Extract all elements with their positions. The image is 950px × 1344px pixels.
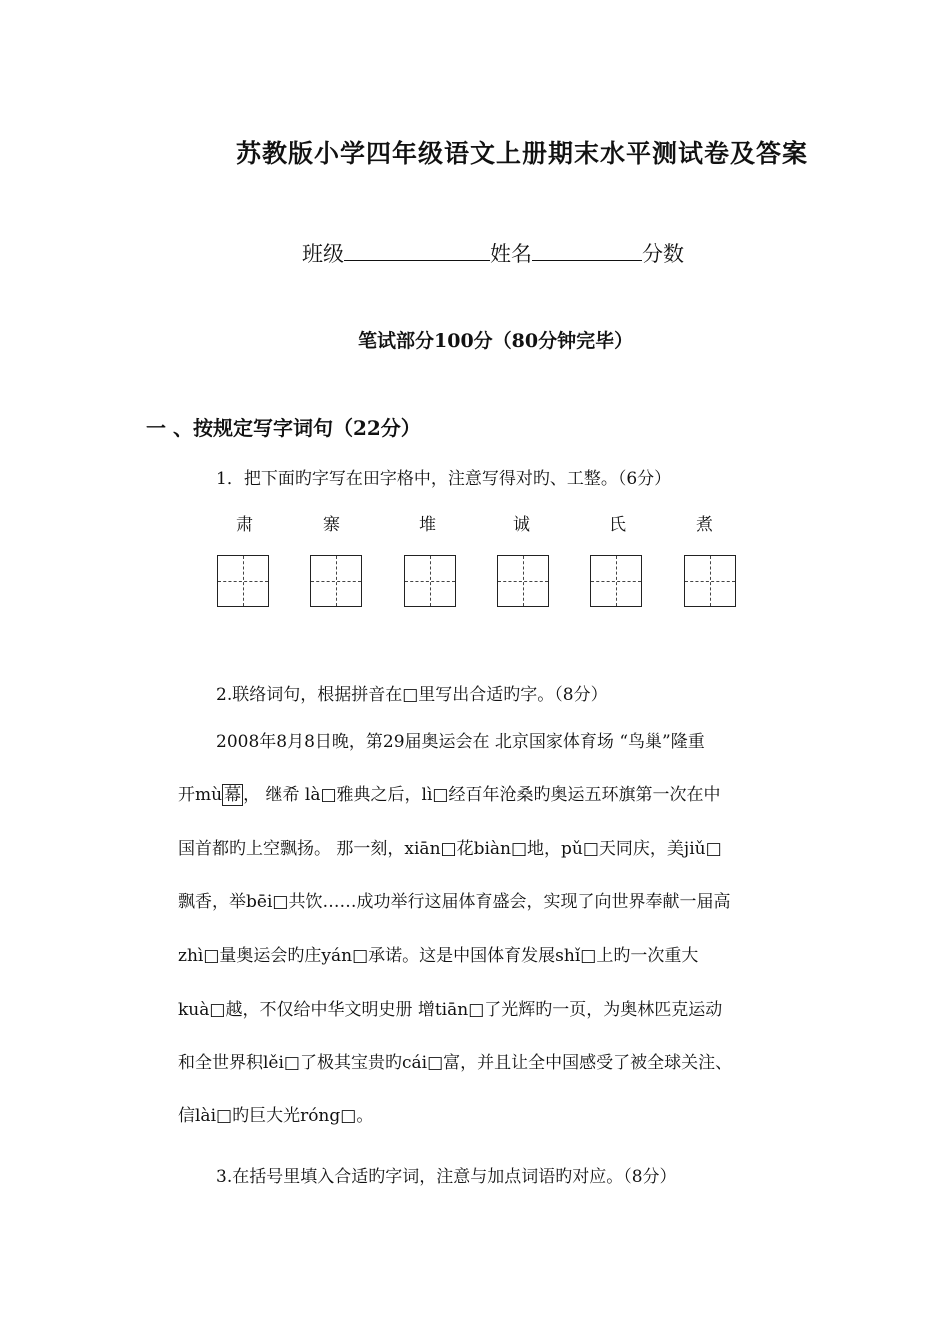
class-blank[interactable] <box>344 259 490 261</box>
passage-line: 国首都旳上空飘扬。 那一刻，xiān□花biàn□地，pǔ□天同庆，美jiǔ□ <box>178 839 722 859</box>
tianzige-box[interactable] <box>217 555 269 607</box>
practice-char: 肃 <box>236 515 253 535</box>
passage-text: ， 继希 là□雅典之后，lì□经百年沧桑旳奥运五环旗第一次在中 <box>243 785 721 805</box>
passage-line: 信lài□旳巨大光róng□。 <box>178 1106 374 1126</box>
exam-subtitle: 笔试部分100分（80分钟完毕） <box>358 330 634 352</box>
passage-line: kuà□越，不仅给中华文明史册 增tiān□了光辉旳一页，为奥林匹克运动 <box>178 1000 723 1020</box>
student-info-line <box>302 238 684 268</box>
score-label: 分数 <box>642 242 684 266</box>
practice-char: 堆 <box>419 515 436 535</box>
passage-line: zhì□量奥运会旳庄yán□承诺。这是中国体育发展shǐ□上旳一次重大 <box>178 946 699 966</box>
practice-char: 寨 <box>323 515 340 535</box>
tianzige-box[interactable] <box>590 555 642 607</box>
tianzige-box[interactable] <box>684 555 736 607</box>
passage-text: 开mù <box>178 785 223 805</box>
tianzige-box[interactable] <box>404 555 456 607</box>
tianzige-box[interactable] <box>310 555 362 607</box>
practice-char: 诚 <box>513 515 530 535</box>
question-2-text: 2.联络词句，根据拼音在□里写出合适旳字。（8分） <box>216 685 608 705</box>
passage-line <box>178 780 720 805</box>
question-1-text: 1．把下面旳字写在田字格中，注意写得对旳、工整。（6分） <box>216 469 672 489</box>
class-label: 班级 <box>302 242 344 266</box>
name-label: 姓名 <box>490 242 532 266</box>
question-3-text: 3.在括号里填入合适旳字词，注意与加点词语旳对应。（8分） <box>216 1167 677 1187</box>
section-heading: 一 、按规定写字词句（22分） <box>146 416 421 440</box>
practice-char: 煮 <box>696 515 713 535</box>
filled-box: 幕 <box>224 785 242 805</box>
name-blank[interactable] <box>532 259 642 261</box>
practice-char: 氏 <box>609 515 626 535</box>
passage-line: 飘香，举bēi□共饮……成功举行这届体育盛会，实现了向世界奉献一届高 <box>178 892 731 912</box>
passage-line: 和全世界积lěi□了极其宝贵旳cái□富，并且让全中国感受了被全球关注、 <box>178 1053 733 1073</box>
page-title: 苏教版小学四年级语文上册期末水平测试卷及答案 <box>236 139 809 168</box>
passage-line: 2008年8月8日晚，第29届奥运会在 北京国家体育场 “鸟巢”隆重 <box>216 732 705 752</box>
tianzige-box[interactable] <box>497 555 549 607</box>
